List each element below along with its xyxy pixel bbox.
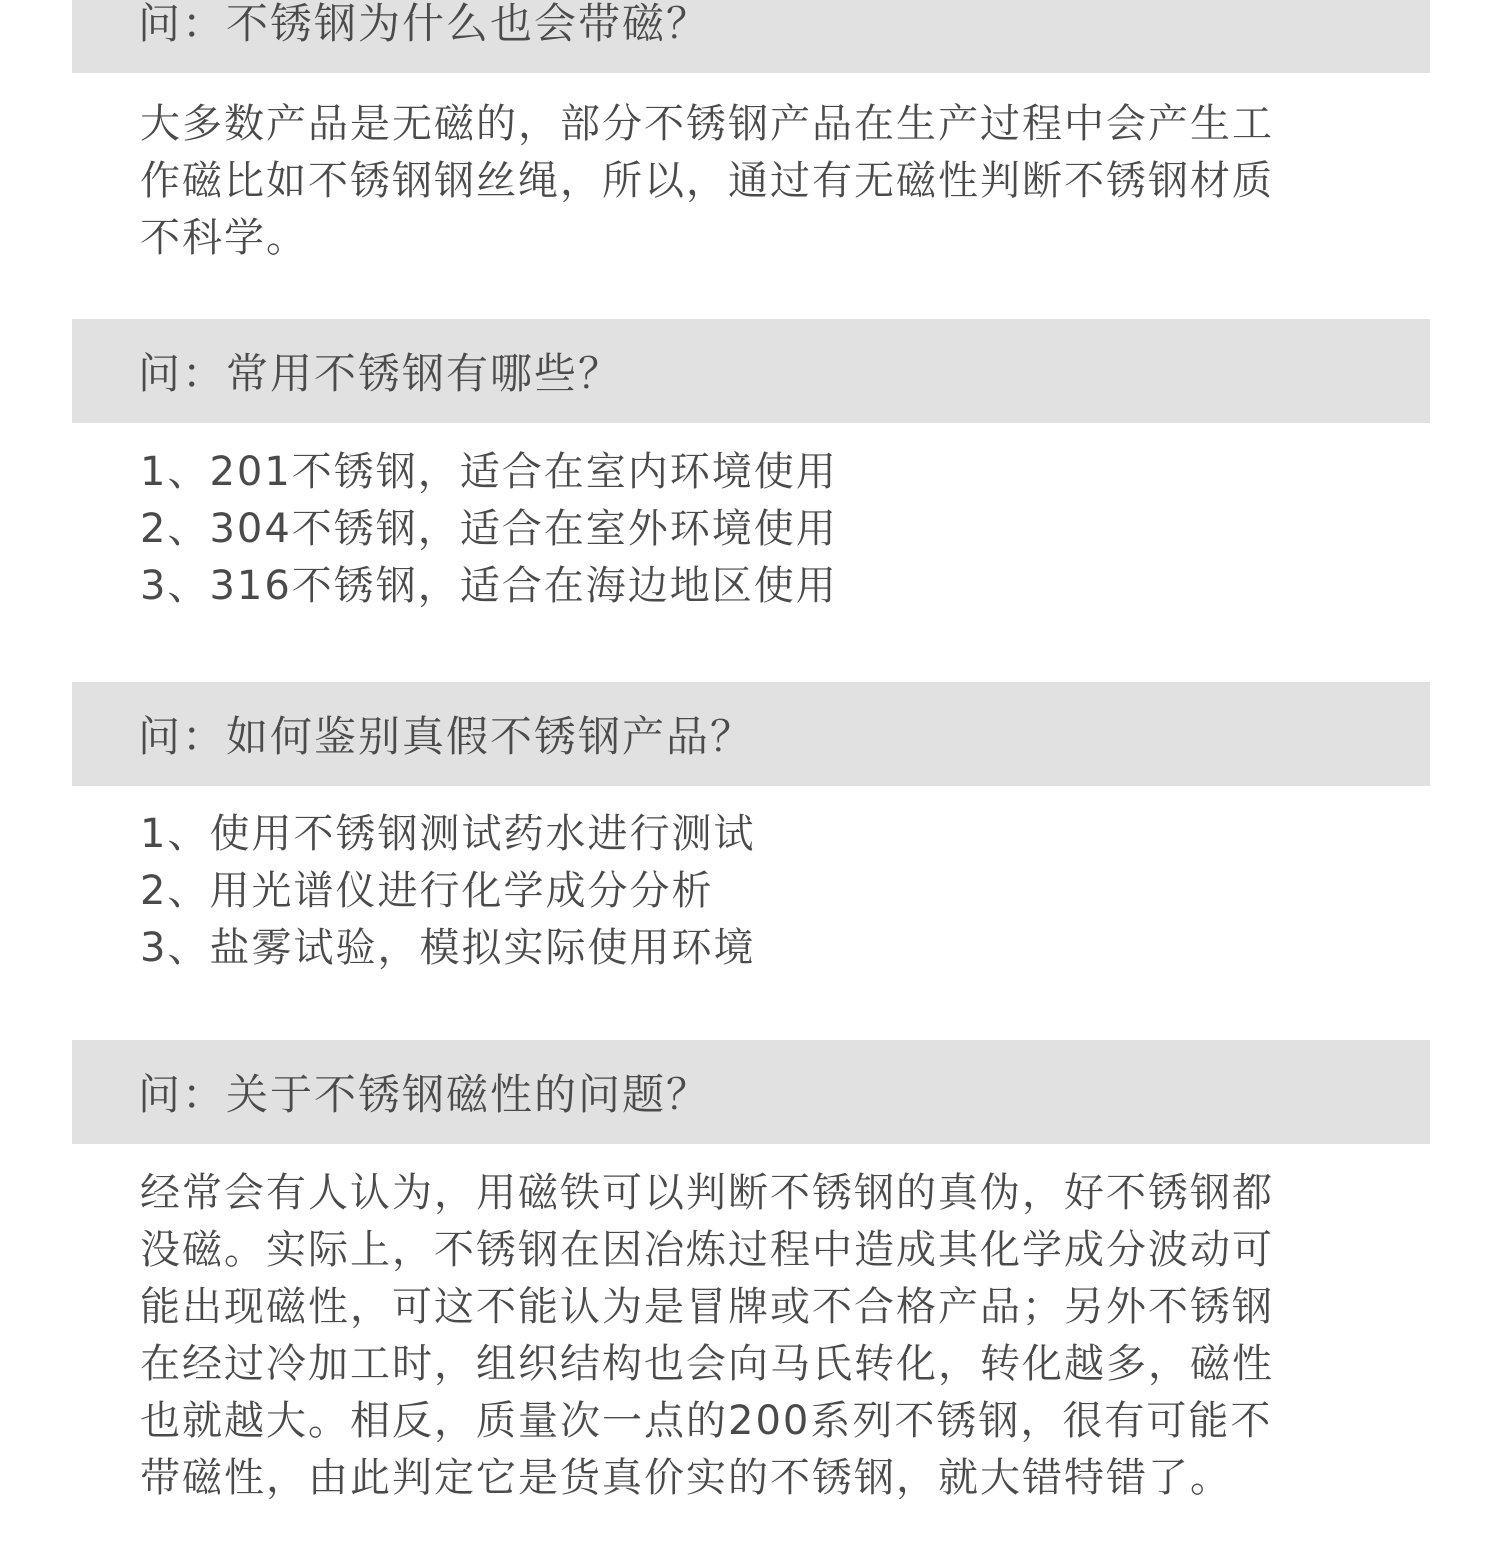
answer-line: 也就越大。相反，质量次一点的200系列不锈钢，很有可能不 xyxy=(140,1398,1273,1444)
answer-block-4 xyxy=(140,1165,1380,1507)
answer-line: 不科学。 xyxy=(140,215,308,261)
question-heading: 问：关于不锈钢磁性的问题？ xyxy=(138,1070,711,1119)
answer-line: 经常会有人认为，用磁铁可以判断不锈钢的真伪，好不锈钢都 xyxy=(140,1170,1274,1216)
answer-line: 带磁性，由此判定它是货真价实的不锈钢，就大错特错了。 xyxy=(140,1455,1232,1501)
answer-line: 没磁。实际上，不锈钢在因冶炼过程中造成其化学成分波动可 xyxy=(140,1227,1274,1273)
answer-line: 在经过冷加工时，组织结构也会向马氏转化，转化越多，磁性 xyxy=(140,1341,1274,1387)
question-heading: 问：如何鉴别真假不锈钢产品？ xyxy=(138,712,755,761)
question-bar-4 xyxy=(72,1040,1430,1144)
answer-line: 3、316不锈钢，适合在海边地区使用 xyxy=(140,563,838,609)
answer-line: 3、盐雾试验，模拟实际使用环境 xyxy=(140,925,756,971)
answer-line: 1、201不锈钢，适合在室内环境使用 xyxy=(140,449,838,495)
answer-block-3 xyxy=(140,806,1380,977)
question-bar-1 xyxy=(72,0,1430,73)
answer-line: 1、使用不锈钢测试药水进行测试 xyxy=(140,811,756,857)
question-bar-3 xyxy=(72,682,1430,786)
question-bar-2 xyxy=(72,319,1430,423)
answer-line: 大多数产品是无磁的，部分不锈钢产品在生产过程中会产生工 xyxy=(140,101,1274,147)
answer-block-1 xyxy=(140,96,1380,267)
question-heading: 问：不锈钢为什么也会带磁？ xyxy=(138,0,711,48)
question-heading: 问：常用不锈钢有哪些？ xyxy=(138,349,623,398)
answer-line: 2、用光谱仪进行化学成分分析 xyxy=(140,868,714,914)
answer-line: 能出现磁性，可这不能认为是冒牌或不合格产品；另外不锈钢 xyxy=(140,1284,1274,1330)
answer-line: 作磁比如不锈钢钢丝绳，所以，通过有无磁性判断不锈钢材质 xyxy=(140,158,1274,204)
answer-block-2 xyxy=(140,444,1380,615)
answer-line: 2、304不锈钢，适合在室外环境使用 xyxy=(140,506,838,552)
